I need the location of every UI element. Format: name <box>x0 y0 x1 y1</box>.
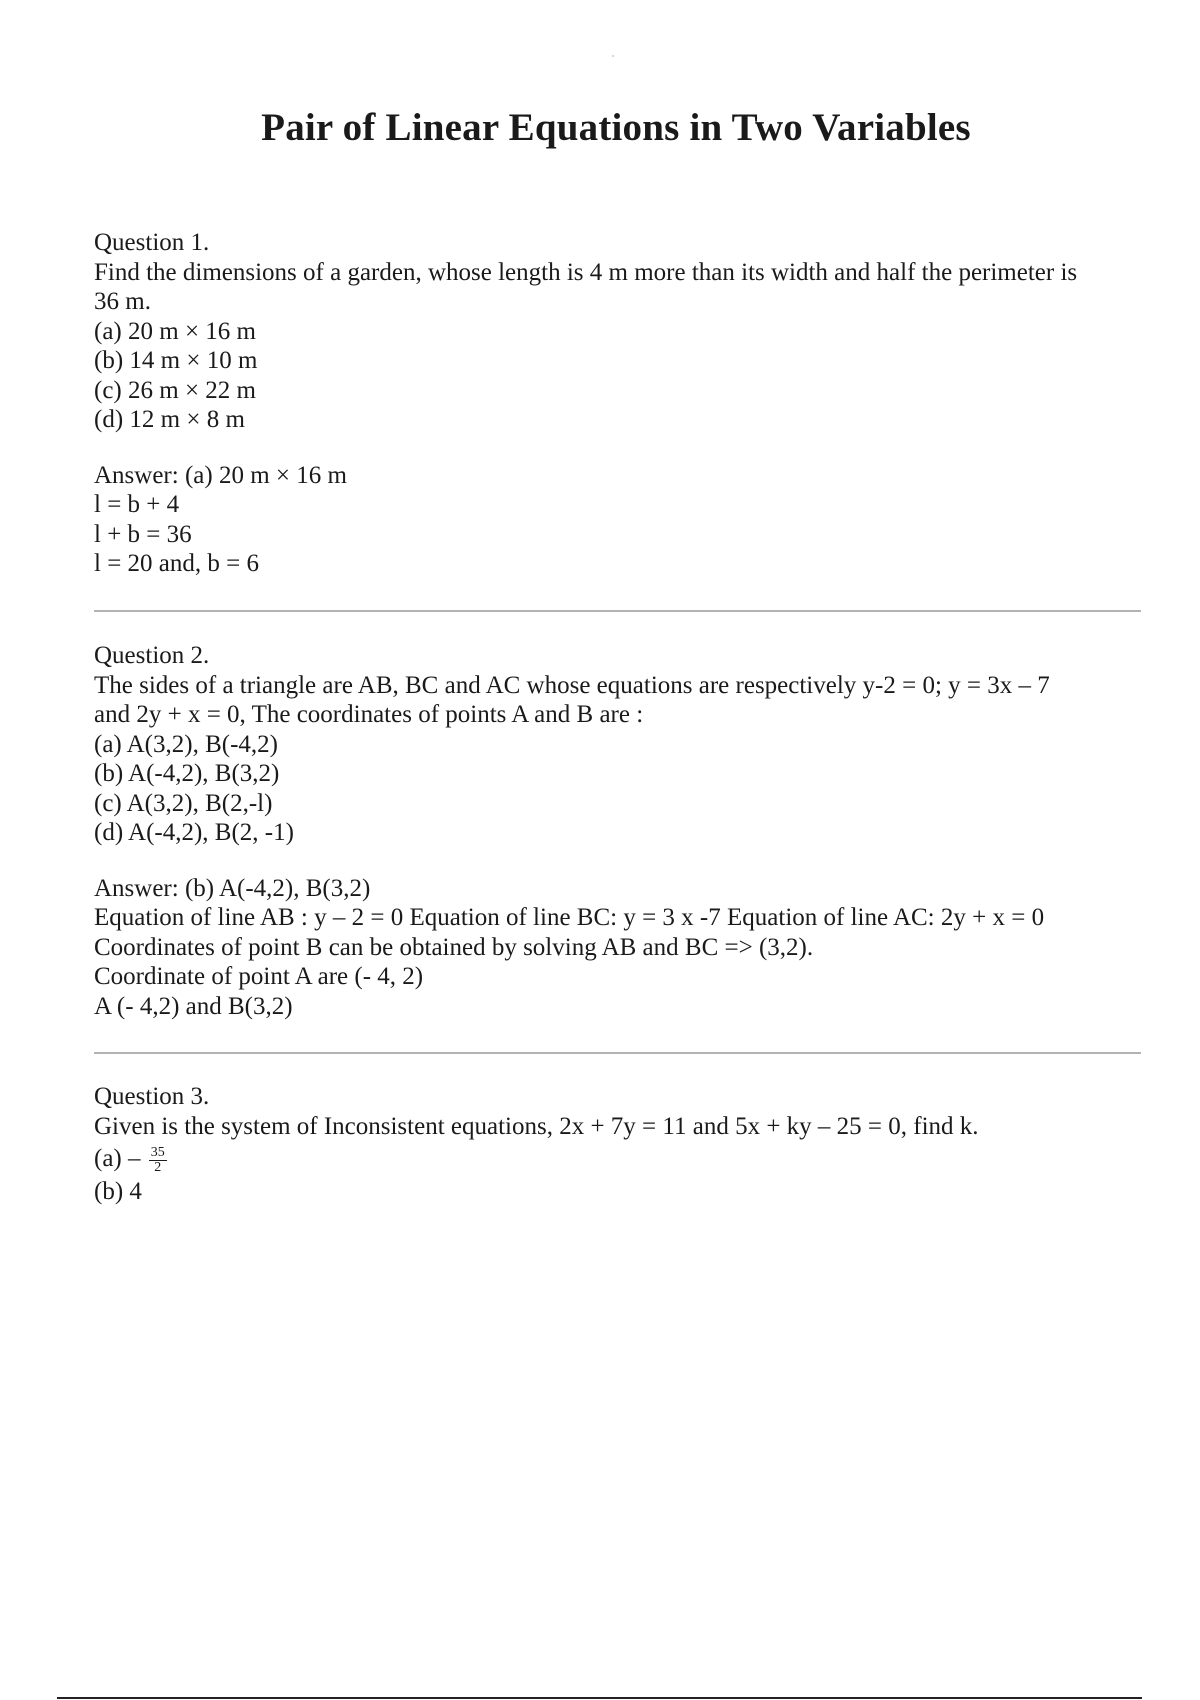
option-d: (d) A(-4,2), B(2, -1) <box>94 819 294 846</box>
answer-heading: Answer: (a) 20 m × 16 m <box>94 461 347 489</box>
question-heading: Question 3. <box>94 1083 210 1110</box>
option-b: (b) 4 <box>94 1178 142 1205</box>
page-marker-dot <box>612 55 614 57</box>
question-text: Find the dimensions of a garden, whose length is 4 m more than its width and half the perimeter is <box>94 258 1078 286</box>
footer-rule <box>57 1697 1142 1699</box>
fraction <box>149 1146 167 1175</box>
option-c: (c) A(3,2), B(2,-l) <box>94 789 273 817</box>
question-text: Given is the system of Inconsistent equations, 2x + 7y = 11 and 5x + ky – 25 = 0, find k. <box>94 1112 979 1140</box>
option-c: (c) 26 m × 22 m <box>94 376 256 404</box>
fraction-numerator: 35 <box>150 1144 165 1160</box>
question-2 <box>94 641 1144 1021</box>
question-text-continued: and 2y + x = 0, The coordinates of points A and B are : <box>94 701 644 728</box>
question-1 <box>94 228 1144 579</box>
question-text-continued: 36 m. <box>94 288 151 315</box>
option-a: (a) A(3,2), B(-4,2) <box>94 730 278 758</box>
answer-step: Equation of line AB : y – 2 = 0 Equation of line BC: y = 3 x -7 Equation of line AC: 2y + x = 0 <box>94 904 1045 931</box>
fraction-denominator: 2 <box>154 1159 162 1175</box>
option-b: (b) 14 m × 10 m <box>94 347 258 374</box>
answer-step: l = b + 4 <box>94 491 180 518</box>
question-heading: Question 1. <box>94 229 210 256</box>
answer-step: l + b = 36 <box>94 520 192 548</box>
question-3 <box>94 1082 1144 1207</box>
option-a: (a) 20 m × 16 m <box>94 317 256 345</box>
answer-step: Coordinates of point B can be obtained by solving AB and BC => (3,2). <box>94 933 814 961</box>
section-divider <box>94 610 1141 612</box>
option-b: (b) A(-4,2), B(3,2) <box>94 760 280 787</box>
option-d: (d) 12 m × 8 m <box>94 406 245 433</box>
question-text: The sides of a triangle are AB, BC and AC whose equations are respectively y-2 = 0; y = 3x – 7 <box>94 671 1050 699</box>
answer-step: Coordinate of point A are (- 4, 2) <box>94 963 424 990</box>
question-heading: Question 2. <box>94 642 210 669</box>
answer-step: A (- 4,2) and B(3,2) <box>94 992 293 1020</box>
option-a-prefix: (a) – <box>94 1145 141 1172</box>
answer-heading: Answer: (b) A(-4,2), B(3,2) <box>94 874 371 902</box>
section-divider <box>94 1052 1141 1054</box>
page-title: Pair of Linear Equations in Two Variables <box>261 106 971 149</box>
option-a <box>94 1141 1144 1177</box>
answer-step: l = 20 and, b = 6 <box>94 550 259 577</box>
